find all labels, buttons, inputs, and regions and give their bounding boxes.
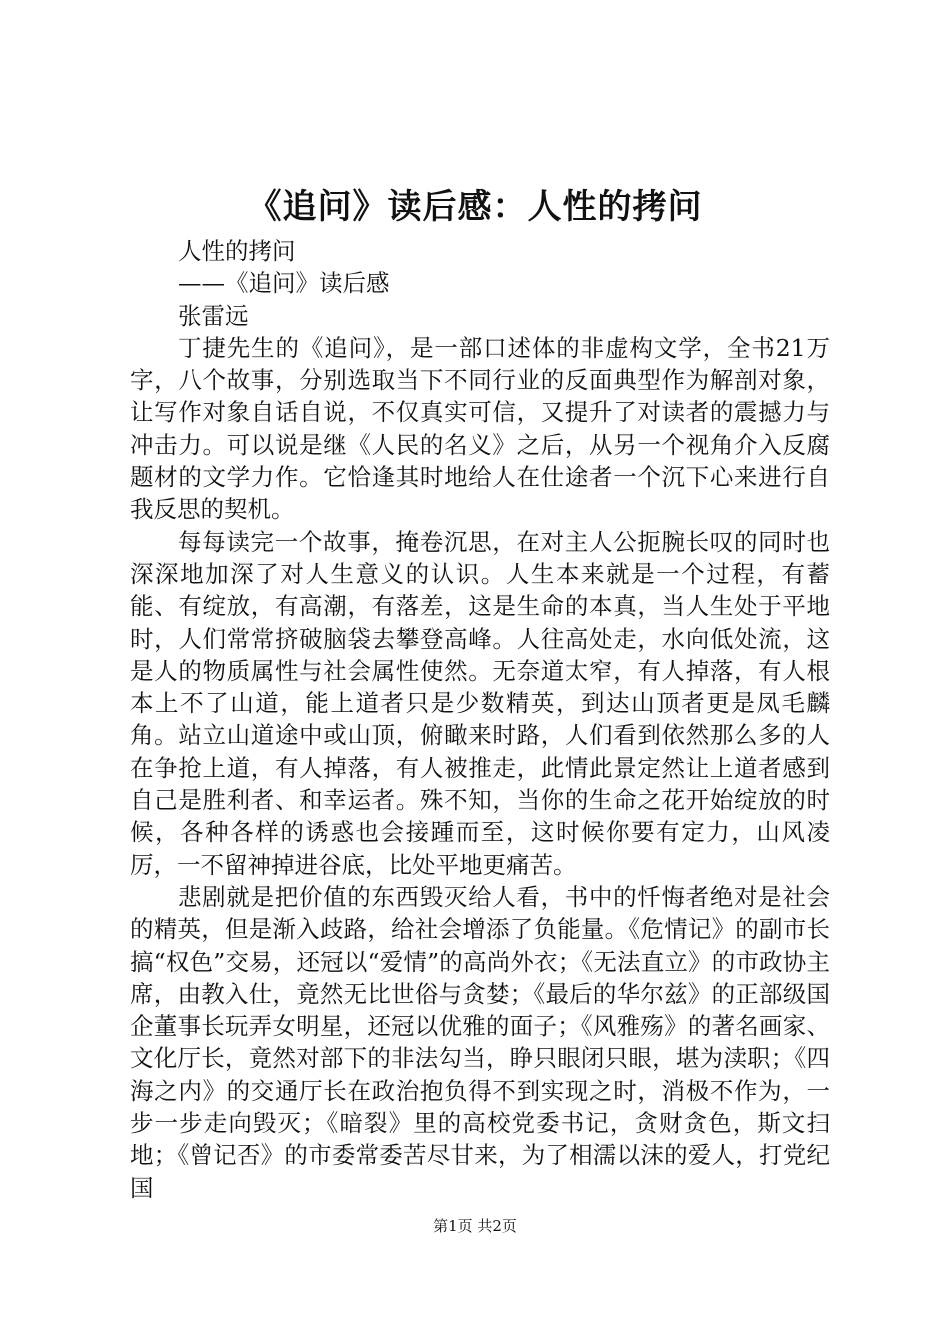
paragraph: 每每读完一个故事，掩卷沉思，在对主人公扼腕长叹的同时也深深地加深了对人生意义的认识。人生本来就是一个过程，有蓄能、有绽放，有高潮，有落差，这是生命的本真，当人生处于平地时，人们常常挤破脑袋去攀登高峰。人往高处走，水向低处流，这是人的物质属性与社会属性使然。无奈道太窄，有人掉落，有人根本上不了山道，能上道者只是少数精英，到达山顶者更是凤毛麟角。站立山道途中或山顶，俯瞰来时路，人们看到依然那么多的人在争抢上道，有人掉落，有人被推走，此情此景定然让上道者感到自己是胜利者、和幸运者。殊不知，当你的生命之花开始绽放的时候，各种各样的诱惑也会接踵而至，这时候你要有定力，山风凌厉，一不留神掉进谷底，比处平地更痛苦。 (130, 527, 830, 879)
paragraph: 悲剧就是把价值的东西毁灭给人看，书中的忏悔者绝对是社会的精英，但是渐入歧路，给社会增添了负能量。《危情记》的副市长搞“权色”交易，还冠以“爱情”的高尚外衣；《无法直立》的市政协主席，由教入仕，竟然无比世俗与贪婪；《最后的华尔兹》的正部级国企董事长玩弄女明星，还冠以优雅的面子；《风雅殇》的著名画家、文化厅长，竟然对部下的非法勾当，睁只眼闭只眼，堪为渎职；《四海之内》的交通厅长在政治抱负得不到实现之时，消极不作为，一步一步走向毁灭；《暗裂》里的高校党委书记，贪财贪色，斯文扫地；《曾记否》的市委常委苦尽甘来，为了相濡以沫的爱人，打党纪国 (130, 882, 830, 1202)
document-body (130, 235, 830, 1204)
subtitle-line: 人性的拷问 (178, 237, 296, 265)
subtitle-line: ——《追问》读后感 (178, 269, 390, 298)
page-number: 第1页 共2页 (433, 1217, 517, 1235)
document-title: 《追问》读后感：人性的拷问 (247, 187, 703, 227)
paragraph: 丁捷先生的《追问》，是一部口述体的非虚构文学，全书21万字，八个故事，分别选取当下不同行业的反面典型作为解剖对象，让写作对象自话自说，不仅真实可信，又提升了对读者的震撼力与冲击力。可以说是继《人民的名义》之后，从另一个视角介入反腐题材的文学力作。它恰逢其时地给人在仕途者一个沉下心来进行自我反思的契机。 (130, 333, 830, 524)
author-line: 张雷远 (178, 301, 249, 330)
